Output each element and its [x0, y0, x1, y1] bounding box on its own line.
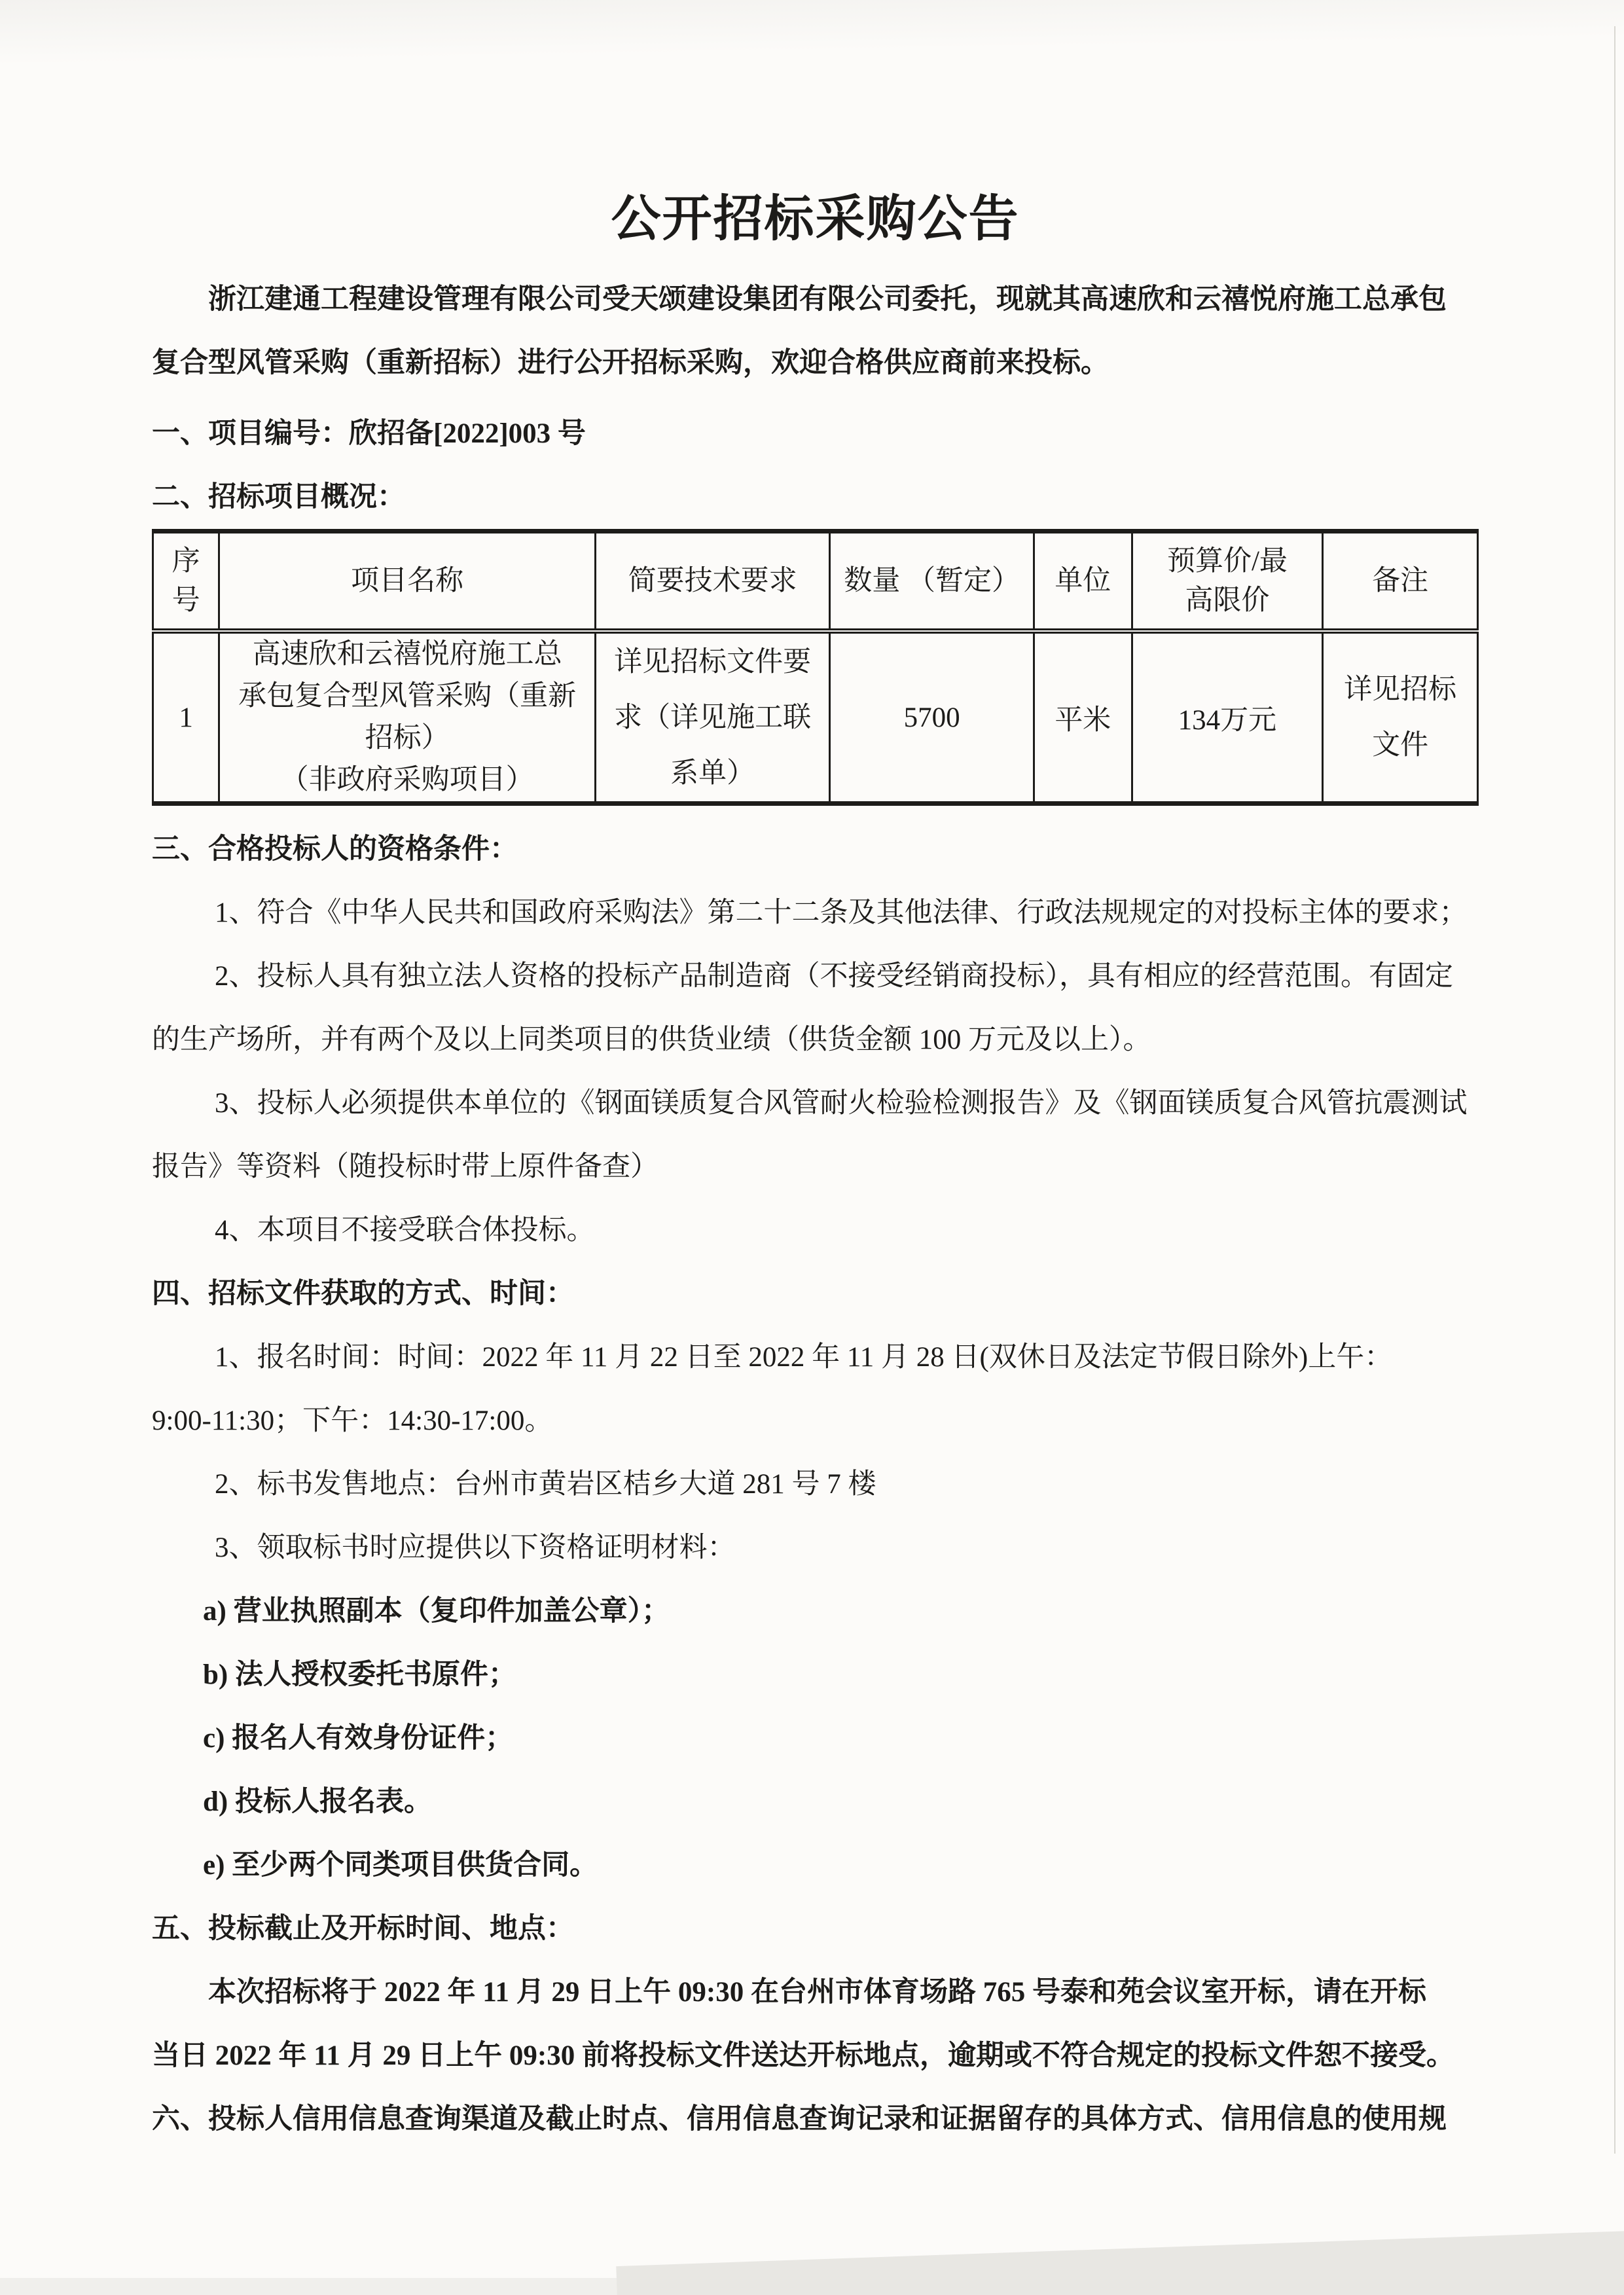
table-row	[153, 631, 1478, 804]
project-name-line-4: （非政府采购项目）	[280, 765, 534, 795]
intro-paragraph-line-1: 浙江建通工程建设管理有限公司受天颂建设集团有限公司委托，现就其高速欣和云禧悦府施工总承包	[208, 284, 1447, 315]
section-4-item-1-line-1: 1、报名时间：时间：2022 年 11 月 22 日至 2022 年 11 月 28 日(双休日及法定节假日除外)上午：	[215, 1342, 1393, 1373]
tech-requirements-line-3: 系单）	[670, 757, 755, 789]
cell-quantity: 5700	[830, 631, 1034, 804]
header-project-name: 项目名称	[219, 532, 596, 632]
cell-tech-requirements	[596, 631, 830, 804]
section-3-item-3-line-1: 3、投标人必须提供本单位的《钢面镁质复合风管耐火检验检测报告》及《钢面镁质复合风管抗震测试	[215, 1088, 1468, 1119]
section-1-heading: 一、项目编号：欣招备[2022]003 号	[152, 418, 586, 449]
section-4-sub-item-a: a) 营业执照副本（复印件加盖公章）；	[203, 1596, 670, 1627]
section-3-item-3-line-2: 报告》等资料（随投标时带上原件备查）	[152, 1151, 659, 1182]
tech-requirements-line-1: 详见招标文件要	[614, 646, 812, 678]
section-3-item-2-line-1: 2、投标人具有独立法人资格的投标产品制造商（不接受经销商投标），具有相应的经营范围。有固定	[215, 961, 1453, 992]
section-3-item-1: 1、符合《中华人民共和国政府采购法》第二十二条及其他法律、行政法规规定的对投标主体的要求；	[215, 897, 1468, 928]
header-budget-price-line-1: 预算价/最	[1166, 545, 1288, 577]
header-tech-requirements: 简要技术要求	[596, 532, 830, 632]
cell-project-name	[219, 631, 596, 804]
page-title: 公开招标采购公告	[611, 192, 1020, 247]
header-seq-no: 序号	[153, 532, 219, 632]
section-2-heading: 二、招标项目概况：	[152, 482, 405, 513]
tech-requirements-line-2: 求（详见施工联	[614, 702, 812, 733]
remarks-line-1: 详见招标	[1344, 674, 1457, 705]
section-3-item-2-line-2: 的生产场所，并有两个及以上同类项目的供货业绩（供货金额 100 万元及以上）。	[152, 1024, 1151, 1055]
cell-remarks	[1323, 631, 1478, 804]
scan-strip-bottom	[0, 2278, 1624, 2295]
header-budget-price	[1132, 532, 1322, 632]
table-header-row	[153, 532, 1478, 632]
header-quantity: 数量 （暂定）	[830, 532, 1034, 632]
project-name-line-2: 承包复合型风管采购（重新	[238, 681, 577, 712]
section-3-item-4: 4、本项目不接受联合体投标。	[215, 1215, 595, 1246]
project-name-line-1: 高速欣和云禧悦府施工总	[252, 639, 562, 670]
section-6-heading: 六、投标人信用信息查询渠道及截止时点、信用信息查询记录和证据留存的具体方式、信用信息的使用规	[152, 2104, 1447, 2135]
header-unit: 单位	[1034, 532, 1132, 632]
section-4-item-3: 3、领取标书时应提供以下资格证明材料：	[215, 1532, 736, 1563]
cell-budget-price: 134万元	[1132, 631, 1322, 804]
project-summary-table	[152, 529, 1479, 806]
scan-shadow-bottom	[616, 2230, 1624, 2295]
project-name-line-3: 招标）	[365, 723, 450, 753]
header-remarks: 备注	[1323, 532, 1478, 632]
section-3-heading: 三、合格投标人的资格条件：	[152, 834, 518, 865]
section-5-paragraph-line-1: 本次招标将于 2022 年 11 月 29 日上午 09:30 在台州市体育场路 765 号泰和苑会议室开标，请在开标	[208, 1977, 1426, 2008]
cell-unit: 平米	[1034, 631, 1132, 804]
section-5-heading: 五、投标截止及开标时间、地点：	[152, 1913, 574, 1944]
section-4-item-2: 2、标书发售地点：台州市黄岩区桔乡大道 281 号 7 楼	[215, 1469, 876, 1500]
intro-paragraph-line-2: 复合型风管采购（重新招标）进行公开招标采购，欢迎合格供应商前来投标。	[152, 348, 1109, 378]
section-4-sub-item-d: d) 投标人报名表。	[203, 1786, 432, 1817]
section-4-sub-item-b: b) 法人授权委托书原件；	[203, 1659, 516, 1690]
remarks-line-2: 文件	[1372, 730, 1429, 761]
section-4-heading: 四、招标文件获取的方式、时间：	[152, 1278, 574, 1309]
section-4-item-1-line-2: 9:00-11:30；下午：14:30-17:00。	[152, 1405, 553, 1436]
section-4-sub-item-c: c) 报名人有效身份证件；	[203, 1723, 514, 1754]
scan-edge-top	[0, 0, 1624, 72]
section-4-sub-item-e: e) 至少两个同类项目供货合同。	[203, 1850, 598, 1881]
section-5-paragraph-line-2: 当日 2022 年 11 月 29 日上午 09:30 前将投标文件送达开标地点，逾期或不符合规定的投标文件恕不接受。	[152, 2040, 1454, 2071]
scan-edge-right	[1614, 26, 1615, 2154]
header-budget-price-line-2: 高限价	[1185, 585, 1270, 616]
cell-seq-no: 1	[153, 631, 219, 804]
